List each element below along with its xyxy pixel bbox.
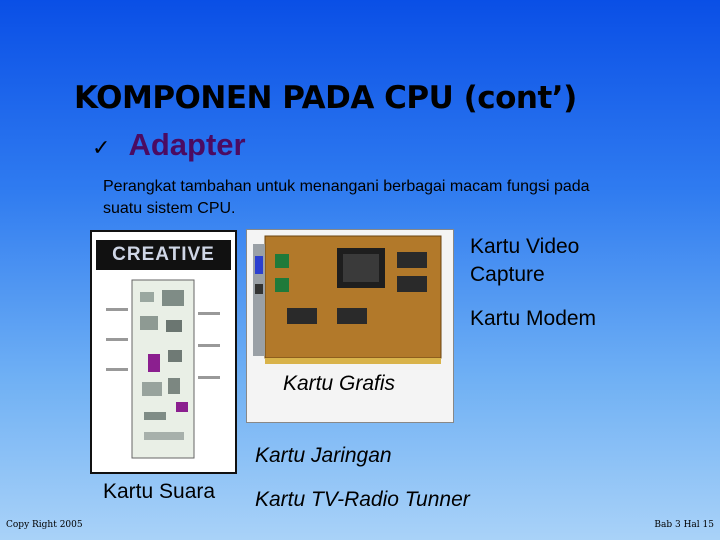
- sound-card-diagram: [92, 272, 235, 472]
- footer-page: Bab 3 Hal 15: [654, 520, 714, 530]
- section-heading: Adapter: [128, 127, 246, 162]
- label-video-capture: Kartu Video Capture: [470, 235, 580, 286]
- bullet-adapter: [92, 127, 246, 163]
- label-sound: Kartu Suara: [103, 480, 216, 503]
- check-icon: ✓: [92, 135, 111, 160]
- description-text: Perangkat tambahan untuk menangani berbagai macam fungsi pada suatu sistem CPU.: [103, 178, 590, 217]
- footer-copyright: Copy Right 2005: [6, 520, 83, 530]
- slide-title: KOMPONEN PADA CPU (cont’): [74, 80, 577, 116]
- sound-card-image: [90, 230, 237, 474]
- label-modem: Kartu Modem: [470, 307, 597, 330]
- label-tv-radio: Kartu TV-Radio Tunner: [255, 488, 470, 511]
- label-graphics: Kartu Grafis: [283, 372, 396, 395]
- label-network: Kartu Jaringan: [255, 444, 392, 467]
- creative-logo: CREATIVE: [96, 240, 231, 270]
